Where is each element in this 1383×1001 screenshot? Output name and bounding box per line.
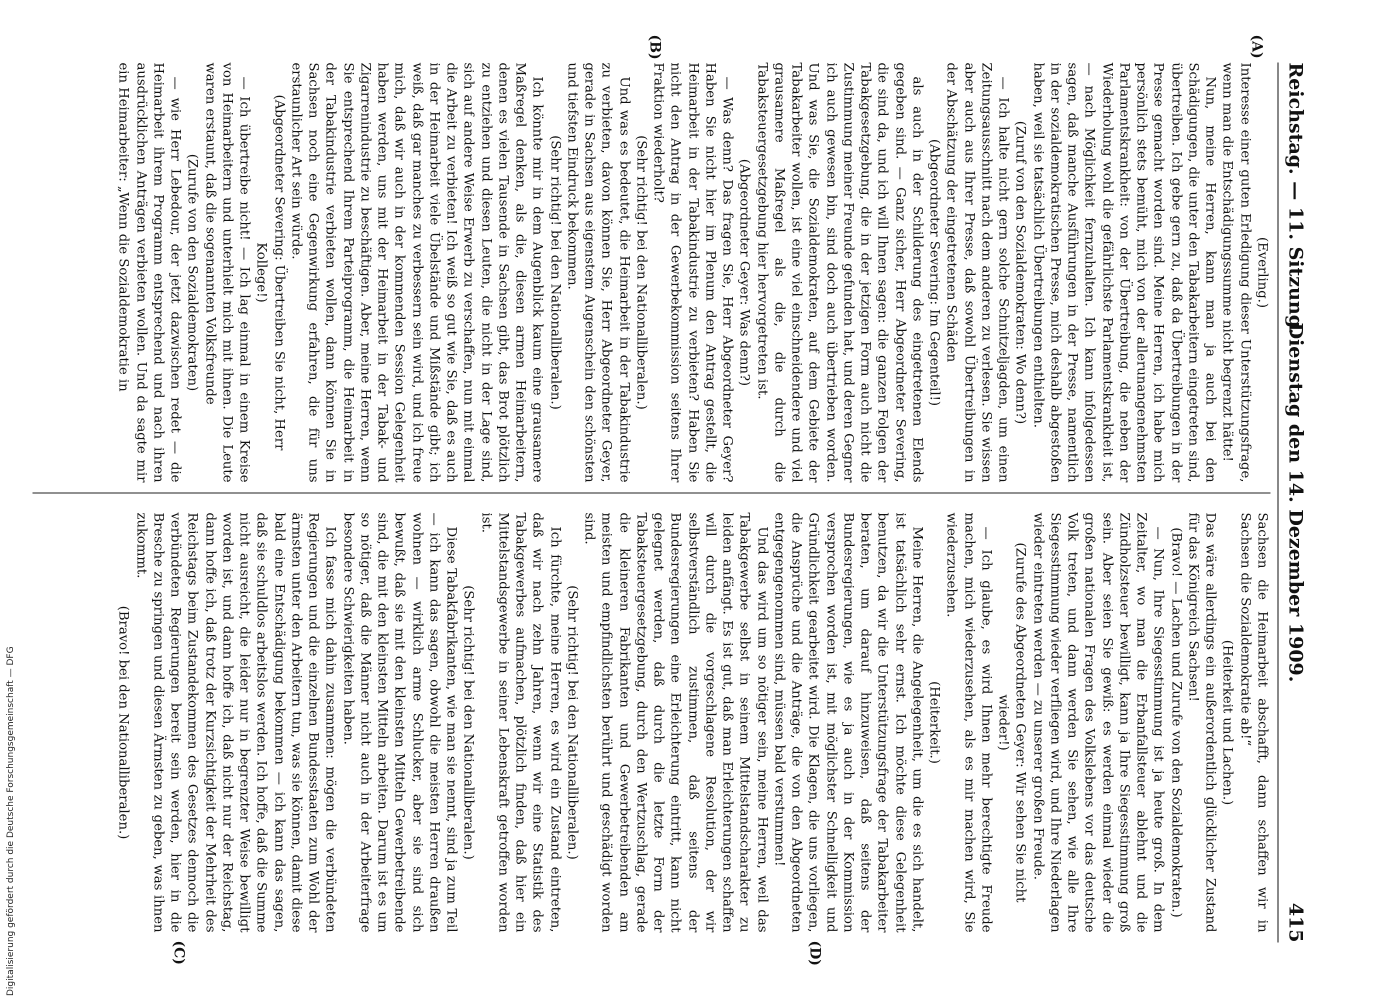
paragraph: Meine Herren, die Angelegenheit, um die es sich handelt, ist tatsächlich sehr ernst. Ich möchte diese Gelegenheit benutzen, da wir die Unterstützungsfrage der Tabakarbeiter beraten, um darauf hinzuweisen, daß seitens der Bundesregierungen, wie es ja auch in der Kommission versprochen worden ist, mit möglichster Schnelligkeit und Gründlichkeit gearbeitet wird. Die Klagen, die uns vorliegen, die Ansprüche und die Anträge, die von den Abgeordneten entgegengenommen sind, müssen bald verstummen! — [771, 512, 925, 933]
paragraph: Diese Tabakfabrikanten, wie man sie nennt, sind ja zum Teil — ich kann das sagen, obwohl die meisten Herren draußen wohnen — wirklich arme Schlucker, aber sie sind sich bewußt, daß sie mit den kleinsten Mitteln Gewerbetreibende sind, die mit den kleinsten Mitteln arbeiten. Darum ist es um so nötiger, daß die Männer nicht auch in der Arbeiterfrage besondere Schwierigkeiten haben. — [340, 512, 459, 933]
paragraph: — wie Herr Lebedour, der jetzt dazwischen redet — die Heimarbeit ihrem Programm entsprechend und nach ihren ausdrücklichen Anträgen verbieten wollen. Und da sagte mir ein Heimarbeiter: „Wenn die Sozialdemokratie in — [116, 62, 183, 483]
paragraph: — Ich übertreibe nicht! — Ich lag einmal in einem Kreise von Heimarbeitern und unterhielt mich mit ihnen. Die Leute waren erstaunt, daß die sogenannten Volksfreunde — [202, 62, 252, 483]
paragraph: Sachsen die Heimarbeit abschafft, dann schaffen wir in Sachsen die Sozialdemokratie ab!“ — [1237, 512, 1270, 933]
paragraph: Nun, meine Herren, kann man ja auch bei den Schädigungen, die unter den Tabakarbeitern eingetreten sind, übertreiben. Ich gebe gern zu, daß da Übertreibungen in der Presse gemacht worden sind. Meine Herren, ich habe mich persönlich stets bemüht, mich von der allerunangenehmsten Parlamentskrankheit: von der Übertreibung, die neben der Wiederholung wohl die gefährlichste Parlamentskrankheit ist, — nach Möglichkeit fernzuhalten. Ich kann infolgedessen sagen, daß manche Ausführungen in der Presse, namentlich in der sozialdemokratischen Presse, mich deshalb abgestoßen haben, weil sie tatsächlich Übertreibungen enthielten. — [1030, 62, 1218, 483]
document-page — [0, 1, 1383, 1001]
paragraph: (Heiterkeit.) — [926, 681, 942, 764]
margin-marker-b: (B) — [646, 34, 663, 60]
header-left: Reichstag. — 11. Sitzung. — [1284, 62, 1307, 335]
paragraph: Ich könnte mir in dem Augenblick kaum eine grausamere Maßregel denken, als die, diesen armen Heimarbeitern, denen es vielen Tausende in Sachsen gibt, das Brot plötzlich zu entziehen und diesen Leuten, die nicht in der Lage sind, sich auf andere Weise Erwerb zu verschaffen, nun mit einmal die Arbeit zu verbieten! Ich weiß so gut wie Sie, daß es auch in der Heimarbeit viele Übelstände und Mißstände gibt; ich weiß, daß gar manches zu verbessern sein wird, und ich freue mich, daß wir auch in der kommenden Session Gelegenheit haben werden, uns mit der Heimarbeit in der Tabak- und Zigarrenindustrie zu beschäftigen. Aber, meine Herren, wenn Sie entsprechend Ihrem Parteiprogramm, die Heimarbeit in der Tabakindustrie verbieten wollen, dann können Sie in Sachsen noch eine Gegenwirkung erfahren, die für uns erstaunlicher Art sein würde. — [288, 62, 545, 483]
paragraph: als auch in der Schilderung des eingetretenen Elends gegeben sind. — Ganz sicher, Herr Abgeordneter Severing, die sind da, und ich will Ihnen sagen: die ganzen Folgen der Tabakgesetzgebung, die in der jetzigen Form auch nicht die Zustimmung meiner Freunde gefunden hat, und deren Gegner ich auch gewesen bin, sind doch auch übertrieben worden. Und was Sie, die Sozialdemokraten, auf dem Gebiete der Tabakarbeiter wollen, ist eine viel einschneidendere und viel grausamere Maßregel als die, die durch die Tabaksteuergesetzgebung hier hervorgetreten ist. — [754, 62, 925, 483]
paragraph: Ich fürchte, meine Herren, es wird ein Zustand eintreten, daß wir nach zehn Jahren, wenn wir eine Statistik des Tabakgewerbes aufmachen, plötzlich finden, daß hier ein Mittelstandsgewerbe in seiner Lebenskraft getroffen worden ist. — [478, 512, 563, 933]
paragraph: (Sehr richtig! bei den Nationalliberalen.) — [633, 135, 649, 410]
paragraph: (Everling.) — [1254, 236, 1270, 309]
paragraph: — Nun, Ihre Siegesstimmung ist ja heute groß. In dem Zeitalter, wo man die Erbanfallsteuer ablehnt und die Zündholzsteuer bewilligt, kann ja Ihre Siegesstimmung groß sein. Aber seien Sie gewiß: es werden einmal wieder die großen nationalen Fragen des Volkslebens vor das deutsche Volk treten, und dann werden Sie sehen, wie alle Ihre Siegesstimmung wieder verfliegen wird, und Ihre Niederlagen wieder eintreten werden — zu unserer großen Freude. — [1030, 512, 1166, 933]
margin-marker-c: (C) — [170, 940, 187, 965]
paragraph: (Zurufe des Abgeordneten Geyer: Wir sehen Sie nicht wieder!) — [995, 542, 1028, 903]
column-divider — [33, 493, 1271, 494]
text-column-right — [31, 513, 1271, 933]
digitization-note: Digitalisierung gefördert durch die Deutsche Forschungsgemeinschaft — DFG — [6, 646, 16, 996]
margin-marker-a: (A) — [1248, 34, 1265, 59]
paragraph: (Abgeordneter Geyer: Was denn?) — [737, 158, 752, 387]
paragraph: — Ich glaube, es wird Ihnen mehr berechtigte Freude machen, mich wiederzusehen, als es mir machen wird, Sie wiederzusehen. — [944, 512, 994, 933]
paragraph: Und was es bedeutet, die Heimarbeit in der Tabakindustrie zu verbieten, davon können Sie, Herr Abgeordneter Geyer, gerade in Sachsen aus eigenstem Augenschein den schönsten und tiefsten Eindruck bekommen. — [564, 62, 632, 483]
paragraph: (Zuruf von den Sozialdemokraten: Wo denn?) — [1013, 120, 1028, 425]
paragraph: Interesse einer guten Erledigung dieser Unterstützungsfrage, wenn man die Entschädigungssumme nicht begrenzt hätte! — [1220, 62, 1253, 483]
paragraph: — Was denn? Das fragen Sie, Herr Abgeordneter Geyer? Haben Sie nicht hier im Plenum den Antrag gestellt, die Heimarbeit in der Tabakindustrie zu verbieten? Haben Sie nicht den Antrag in der Gewerbekommission seitens Ihrer Fraktion wiederholt? — [650, 62, 735, 483]
paragraph: Und das wird um so nötiger sein, meine Herren, weil das Tabakgewerbe selbst in seinem Mittelstandscharakter zu leiden anfängt. Es ist gut, daß man Erleichterungen schaffen will durch die vorgeschlagene Resolution, der wir selbstverständlich zustimmen, daß seitens der Bundesregierungen eine Erleichterung eintritt, kann nicht gelegnet werden, daß durch die letzte Form der Tabaksteuergesetzgebung, durch den Wertzuschlag, gerade die kleineren Fabrikanten und Gewerbetreibenden am meisten und empfindlichsten berührt und geschädigt worden sind. — [581, 512, 770, 933]
paragraph: (Bravo! — Lachen und Zurufe von den Sozialdemokraten.) — [1168, 527, 1184, 918]
paragraph: (Abgeordneter Severing: Im Gegenteil!) — [926, 138, 942, 407]
paragraph: Das wäre allerdings ein außerordentlich glücklicher Zustand für das Königreich Sachsen! — [1185, 512, 1218, 933]
paragraph: (Zurufe von den Sozialdemokraten) — [185, 153, 200, 392]
margin-marker-d: (D) — [806, 940, 823, 966]
paragraph: (Sehr richtig! bei den Nationalliberalen.) — [547, 135, 563, 410]
paragraph: (Heiterkeit und Lachen.) — [1220, 639, 1235, 806]
paragraph: — Ich halte nicht gern solche Schnitzeljagden, um einen Zeitungsausschnitt nach dem anderen zu verlesen. Sie wissen aber auch aus Ihrer Presse, daß sowohl Übertreibungen in der Abschätzung der eingetretenen Schäden — [944, 62, 1011, 483]
text-column-left — [31, 63, 1271, 483]
paragraph: (Bravo! bei den Nationalliberalen.) — [116, 605, 131, 840]
paragraph: Ich fasse mich dahin zusammen: mögen die verbündeten Regierungen und die einzelnen Bundesstaaten zum Wohl der ärmsten unter den Arbeitern tun, was sie können, damit diese bald eine Entschädigung bekommen — ich kann das sagen, daß sie schuldlos arbeitslos werden. Ich hoffe, daß die Summe nicht ausreicht, die leider nur in begrenzter Weise bewilligt worden ist, und dann hoffe ich, daß nicht nur der Reichstag, dann hoffe ich, daß trotz der Kurzsichtigkeit der Mehrheit des Reichstags beim Zustandekommen des Gesetzes dennoch die verbündeten Regierungen bereit sein werden, hier in die Bresche zu springen und diesen Ärmsten zu geben, was ihnen zukommt. — [133, 512, 338, 933]
paragraph: (Sehr richtig! bei den Nationalliberalen.) — [461, 585, 476, 860]
paragraph: (Abgeordneter Severing: Übertreiben Sie nicht, Herr Kollege!) — [254, 94, 287, 451]
page-header — [1278, 63, 1309, 943]
paragraph: (Sehr richtig! bei den Nationalliberalen.) — [564, 585, 580, 860]
page-number: 415 — [1284, 902, 1307, 943]
header-center: Dienstag den 14. Dezember 1909. — [1284, 322, 1307, 683]
